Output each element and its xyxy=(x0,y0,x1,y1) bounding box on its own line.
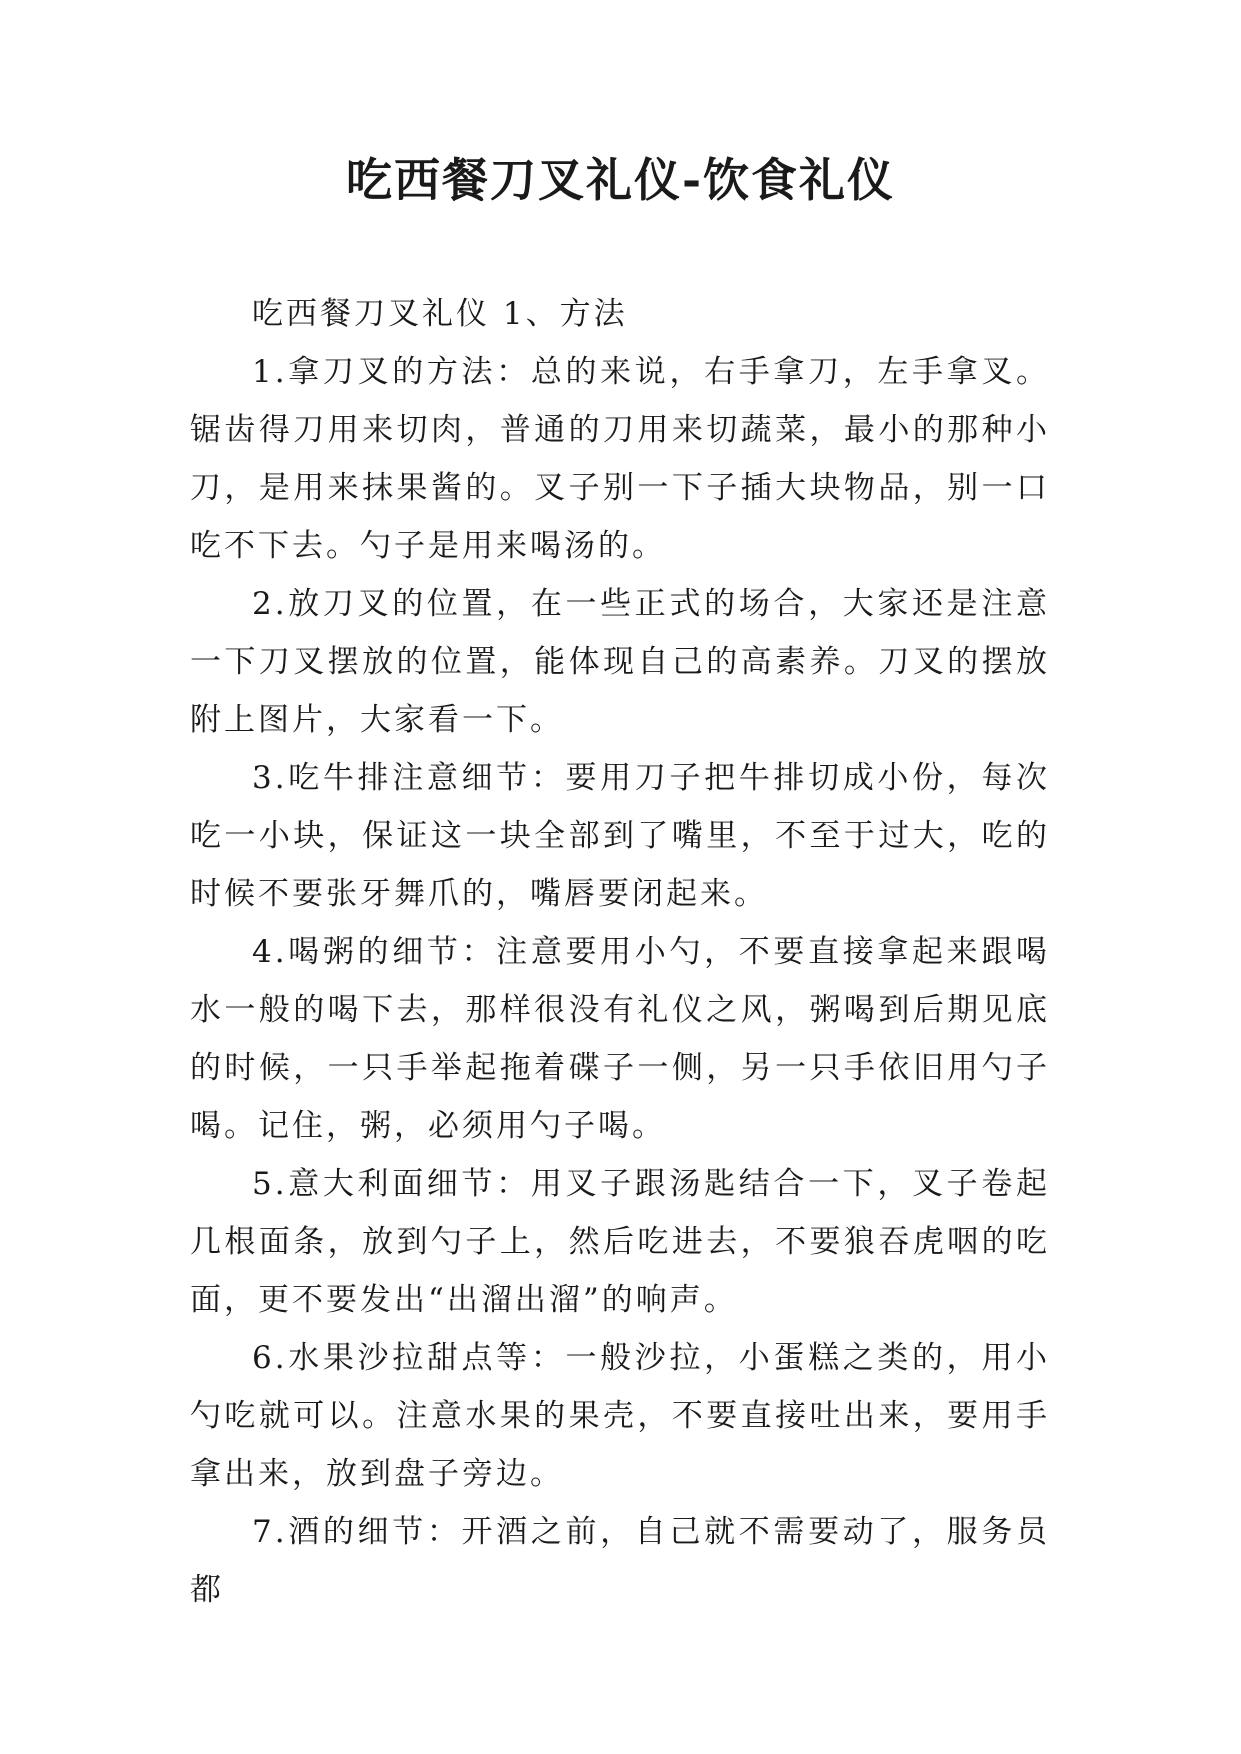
paragraph-4: 4.喝粥的细节：注意要用小勺，不要直接拿起来跟喝水一般的喝下去，那样很没有礼仪之风，粥喝到后期见底的时候，一只手举起拖着碟子一侧，另一只手依旧用勺子喝。记住，粥，必须用勺子喝。 xyxy=(190,934,1050,1144)
paragraph-heading: 吃西餐刀叉礼仪 1、方法 xyxy=(252,296,628,332)
paragraph-6: 6.水果沙拉甜点等：一般沙拉，小蛋糕之类的，用小勺吃就可以。注意水果的果壳，不要直接吐出来，要用手拿出来，放到盘子旁边。 xyxy=(190,1340,1050,1492)
paragraph-7: 7.酒的细节：开酒之前，自己就不需要动了，服务员都 xyxy=(190,1514,1050,1608)
paragraph-2: 2.放刀叉的位置，在一些正式的场合，大家还是注意一下刀叉摆放的位置，能体现自己的高素养。刀叉的摆放附上图片，大家看一下。 xyxy=(190,586,1050,738)
paragraph-5: 5.意大利面细节：用叉子跟汤匙结合一下，叉子卷起几根面条，放到勺子上，然后吃进去，不要狼吞虎咽的吃面，更不要发出“出溜出溜”的响声。 xyxy=(190,1166,1050,1318)
paragraph-3: 3.吃牛排注意细节：要用刀子把牛排切成小份，每次吃一小块，保证这一块全部到了嘴里，不至于过大，吃的时候不要张牙舞爪的，嘴唇要闭起来。 xyxy=(190,760,1050,912)
paragraph-1: 1.拿刀叉的方法：总的来说，右手拿刀，左手拿叉。锯齿得刀用来切肉，普通的刀用来切蔬菜，最小的那种小刀，是用来抹果酱的。叉子别一下子插大块物品，别一口吃不下去。勺子是用来喝汤的。 xyxy=(190,354,1050,564)
document-body xyxy=(190,285,1050,1619)
document-title: 吃西餐刀叉礼仪-饮食礼仪 xyxy=(345,153,896,207)
